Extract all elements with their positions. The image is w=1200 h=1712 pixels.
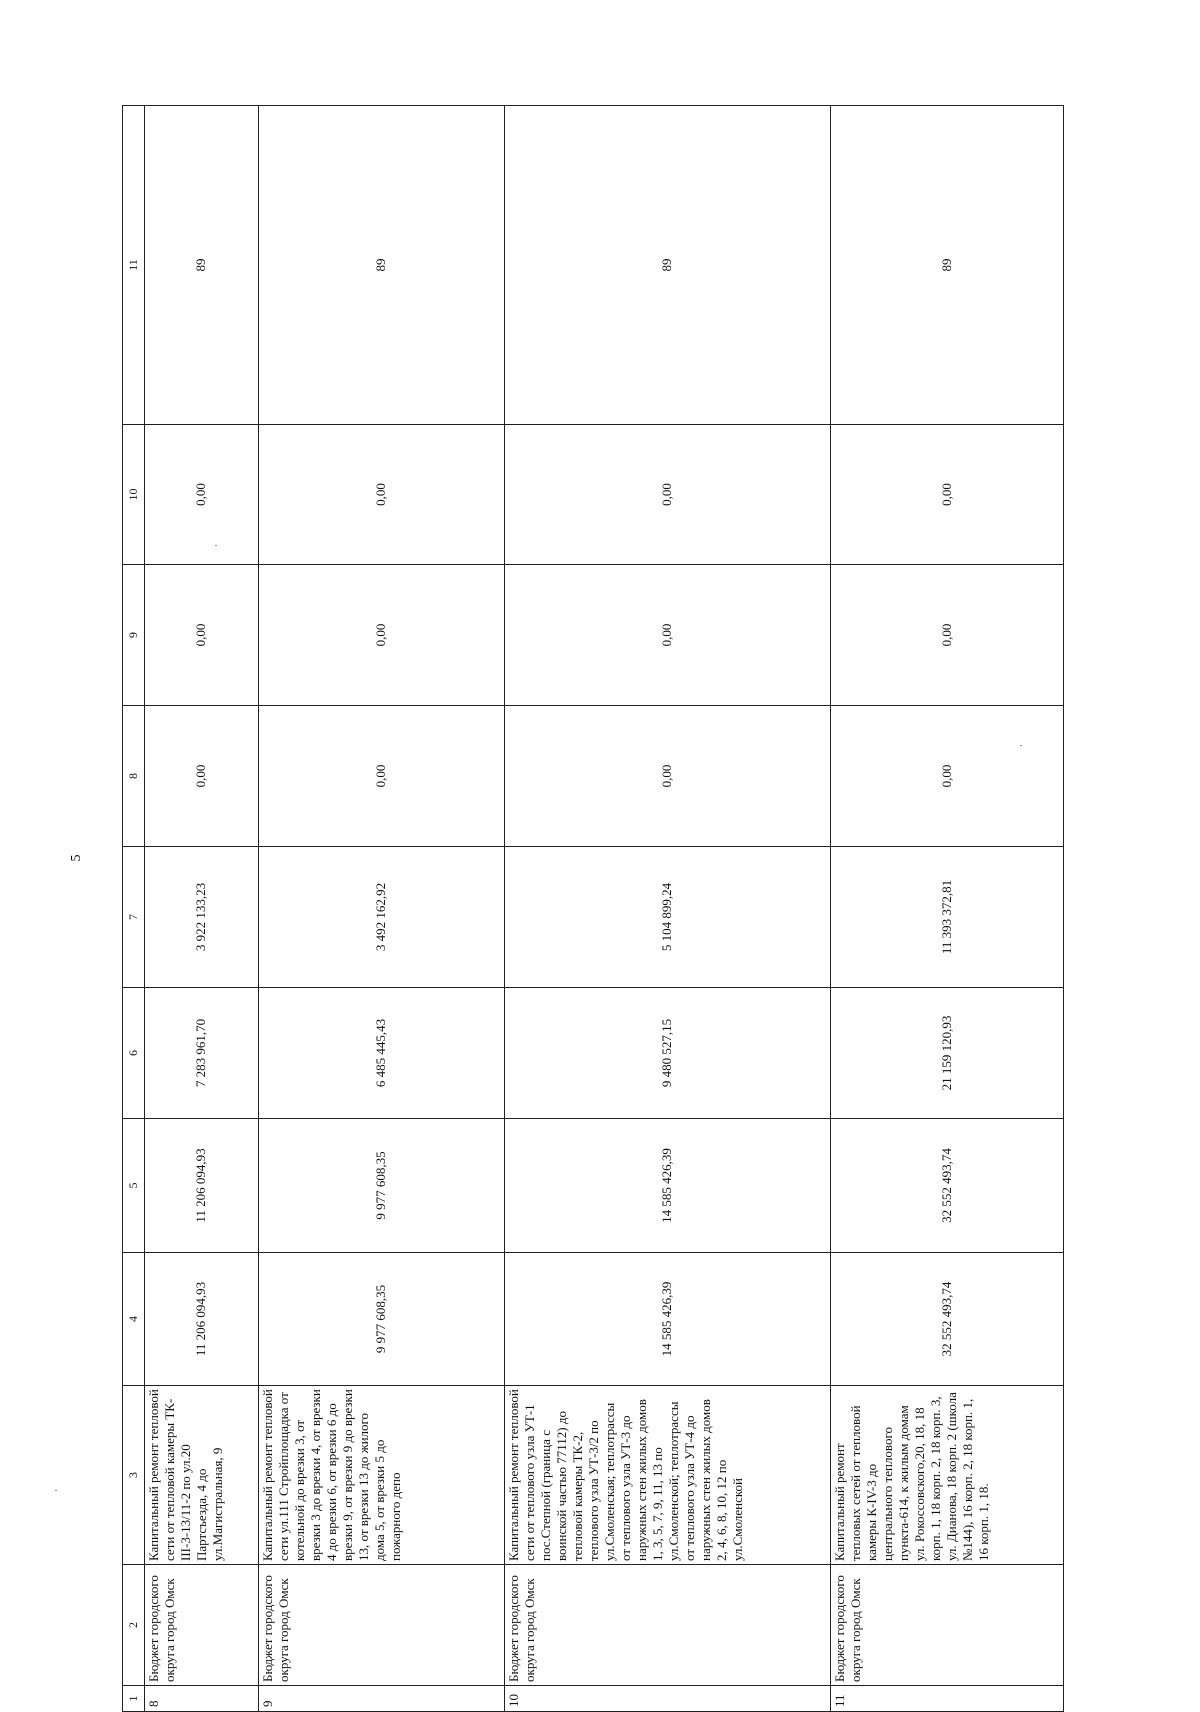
column-number: 1 xyxy=(123,1686,145,1712)
column-number: 8 xyxy=(123,706,145,847)
cell-col11: 89 xyxy=(258,106,505,425)
column-number: 11 xyxy=(123,106,145,425)
cell-col9: 0,00 xyxy=(258,565,505,706)
object-name: Капитальный ремонт тепловых сетей от тепловой камеры К-IV-3 до центрального теплового пункта-614, к жилым домам ул. Рокоссовского,20, 18, 18 корп. 1, 18 корп. 2, 18 корп. 3, ул. Дианова, 18 корп. 2 (школа №144), 16 корп. 2, 18 корп. 1, 16 корп. 1, 18. xyxy=(830,1386,1063,1565)
column-number: 10 xyxy=(123,425,145,565)
object-name: Капитальный ремонт тепловой сети ул.111 Стройплощадка от котельной до врезки 3, от врезки 3 до врезки 4, от врезки 4 до врезки 6, от врезки 6 до врезки 9, от врезки 9 до врезки 13, от врезки 13 до жилого дома 5, от врезки 5 до пожарного депо xyxy=(258,1386,505,1565)
scan-speck xyxy=(215,545,217,546)
cell-col5: 9 977 608,35 xyxy=(258,1119,505,1253)
budget-table xyxy=(122,105,1064,1712)
row-number: 8 xyxy=(144,1686,258,1712)
column-number-row xyxy=(123,106,145,1712)
column-number: 7 xyxy=(123,847,145,988)
funding-source: Бюджет городского округа город Омск xyxy=(830,1565,1063,1686)
cell-col11: 89 xyxy=(144,106,258,425)
table-row xyxy=(830,106,1063,1712)
page-number: 5 xyxy=(69,854,84,862)
column-number: 6 xyxy=(123,988,145,1119)
cell-col8: 0,00 xyxy=(144,706,258,847)
scan-speck xyxy=(1020,745,1022,746)
row-number: 9 xyxy=(258,1686,505,1712)
cell-col4: 9 977 608,35 xyxy=(258,1253,505,1386)
cell-col10: 0,00 xyxy=(830,425,1063,565)
rotated-table-wrapper xyxy=(122,106,1064,1712)
column-number: 4 xyxy=(123,1253,145,1386)
object-name: Капитальный ремонт тепловой сети от тепловой камеры ТК-III-3-13/11-2 по ул.20 Партсъезда, 4 до ул.Магистральная, 9 xyxy=(144,1386,258,1565)
column-number: 3 xyxy=(123,1386,145,1565)
cell-col7: 11 393 372,81 xyxy=(830,847,1063,988)
row-number: 10 xyxy=(505,1686,831,1712)
row-number: 11 xyxy=(830,1686,1063,1712)
cell-col9: 0,00 xyxy=(830,565,1063,706)
cell-col4: 32 552 493,74 xyxy=(830,1253,1063,1386)
cell-col10: 0,00 xyxy=(258,425,505,565)
column-number: 2 xyxy=(123,1565,145,1686)
cell-col6: 9 480 527,15 xyxy=(505,988,831,1119)
funding-source: Бюджет городского округа город Омск xyxy=(258,1565,505,1686)
table-row xyxy=(258,106,505,1712)
funding-source: Бюджет городского округа город Омск xyxy=(505,1565,831,1686)
cell-col7: 3 922 133,23 xyxy=(144,847,258,988)
object-name: Капитальный ремонт тепловой сети от теплового узла УТ-1 пос.Степной (граница с воинской частью 77112) до тепловой камеры ТК-2, теплового узла УТ-3/2 по ул.Смоленская; теплотрассы от теплового узла УТ-3 до наружных стен жилых домов 1, 3, 5, 7, 9, 11, 13 по ул.Смоленской; теплотрассы от теплового узла УТ-4 до наружных стен жилых домов 2, 4, 6, 8, 10, 12 по ул.Смоленской xyxy=(505,1386,831,1565)
cell-col11: 89 xyxy=(505,106,831,425)
cell-col11: 89 xyxy=(830,106,1063,425)
cell-col5: 14 585 426,39 xyxy=(505,1119,831,1253)
cell-col5: 32 552 493,74 xyxy=(830,1119,1063,1253)
cell-col4: 14 585 426,39 xyxy=(505,1253,831,1386)
scan-speck xyxy=(55,1490,57,1491)
cell-col7: 3 492 162,92 xyxy=(258,847,505,988)
table-row xyxy=(505,106,831,1712)
cell-col9: 0,00 xyxy=(505,565,831,706)
cell-col7: 5 104 899,24 xyxy=(505,847,831,988)
column-number: 9 xyxy=(123,565,145,706)
cell-col8: 0,00 xyxy=(258,706,505,847)
cell-col6: 7 283 961,70 xyxy=(144,988,258,1119)
cell-col4: 11 206 094,93 xyxy=(144,1253,258,1386)
column-number: 5 xyxy=(123,1119,145,1253)
cell-col9: 0,00 xyxy=(144,565,258,706)
cell-col5: 11 206 094,93 xyxy=(144,1119,258,1253)
cell-col8: 0,00 xyxy=(505,706,831,847)
cell-col6: 21 159 120,93 xyxy=(830,988,1063,1119)
cell-col6: 6 485 445,43 xyxy=(258,988,505,1119)
funding-source: Бюджет городского округа город Омск xyxy=(144,1565,258,1686)
cell-col10: 0,00 xyxy=(505,425,831,565)
table-row xyxy=(144,106,258,1712)
cell-col8: 0,00 xyxy=(830,706,1063,847)
cell-col10: 0,00 xyxy=(144,425,258,565)
